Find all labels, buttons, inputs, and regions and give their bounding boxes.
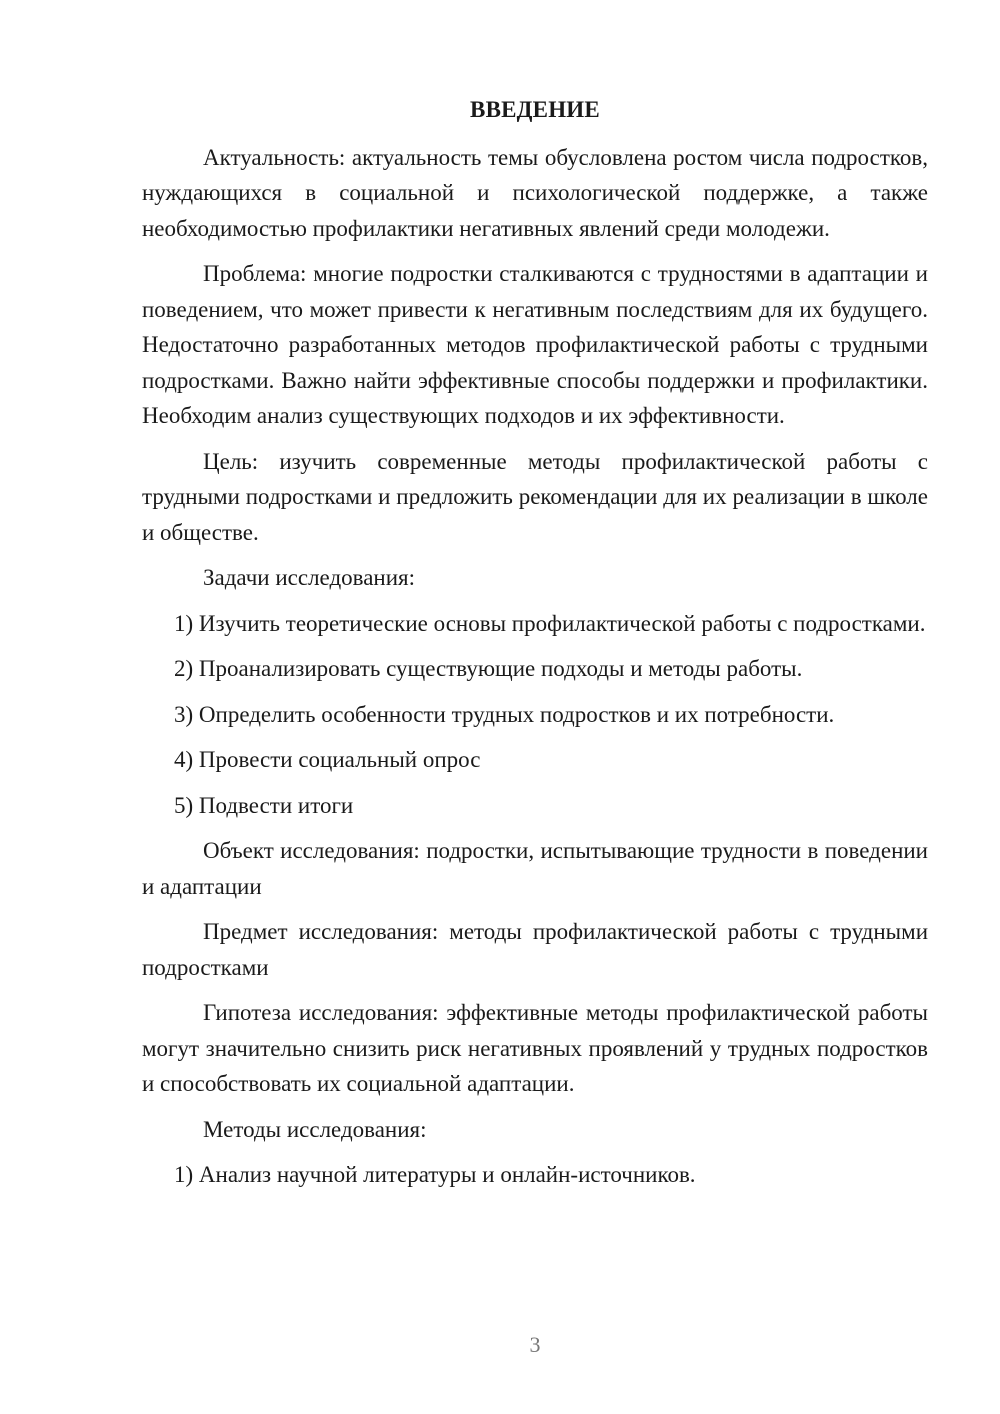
task-item: 5) Подвести итоги — [174, 792, 354, 818]
methods-title: Методы исследования: — [203, 1116, 427, 1142]
task-item: 1) Изучить теоретические основы профилактической работы с подростками. — [174, 610, 926, 636]
goal-paragraph: Цель: изучить современные методы профилактической работы с трудными подростками и предложить рекомендации для их реализации в школе и обществе. — [142, 448, 928, 545]
task-item: 3) Определить особенности трудных подростков и их потребности. — [174, 701, 835, 727]
method-item: 1) Анализ научной литературы и онлайн-источников. — [174, 1162, 696, 1187]
section-heading: ВВЕДЕНИЕ — [470, 97, 600, 122]
task-item: 2) Проанализировать существующие подходы и методы работы. — [174, 656, 803, 681]
task-item: 4) Провести социальный опрос — [174, 747, 481, 772]
problem-paragraph: Проблема: многие подростки сталкиваются с трудностями в адаптации и поведением, что может привести к негативным последствиям для их будущего. Недостаточно разработанных методов профилактической работы с трудными подростками. Важно найти эффективные способы поддержки и профилактики. Необходим анализ существующих подходов и их эффективности. — [142, 261, 928, 428]
page-number: 3 — [529, 1332, 541, 1357]
document-page — [142, 92, 928, 1203]
subject-paragraph: Предмет исследования: методы профилактической работы с трудными подростками — [142, 919, 928, 980]
object-paragraph: Объект исследования: подростки, испытывающие трудности в поведении и адаптации — [142, 838, 928, 899]
hypothesis-paragraph: Гипотеза исследования: эффективные методы профилактической работы могут значительно снизить риск негативных проявлений у трудных подростков и способствовать их социальной адаптации. — [142, 1000, 928, 1096]
relevance-paragraph: Актуальность: актуальность темы обусловлена ростом числа подростков, нуждающихся в социальной и психологической поддержке, а также необходимостью профилактики негативных явлений среди молодежи. — [142, 144, 928, 241]
tasks-title: Задачи исследования: — [203, 565, 416, 590]
